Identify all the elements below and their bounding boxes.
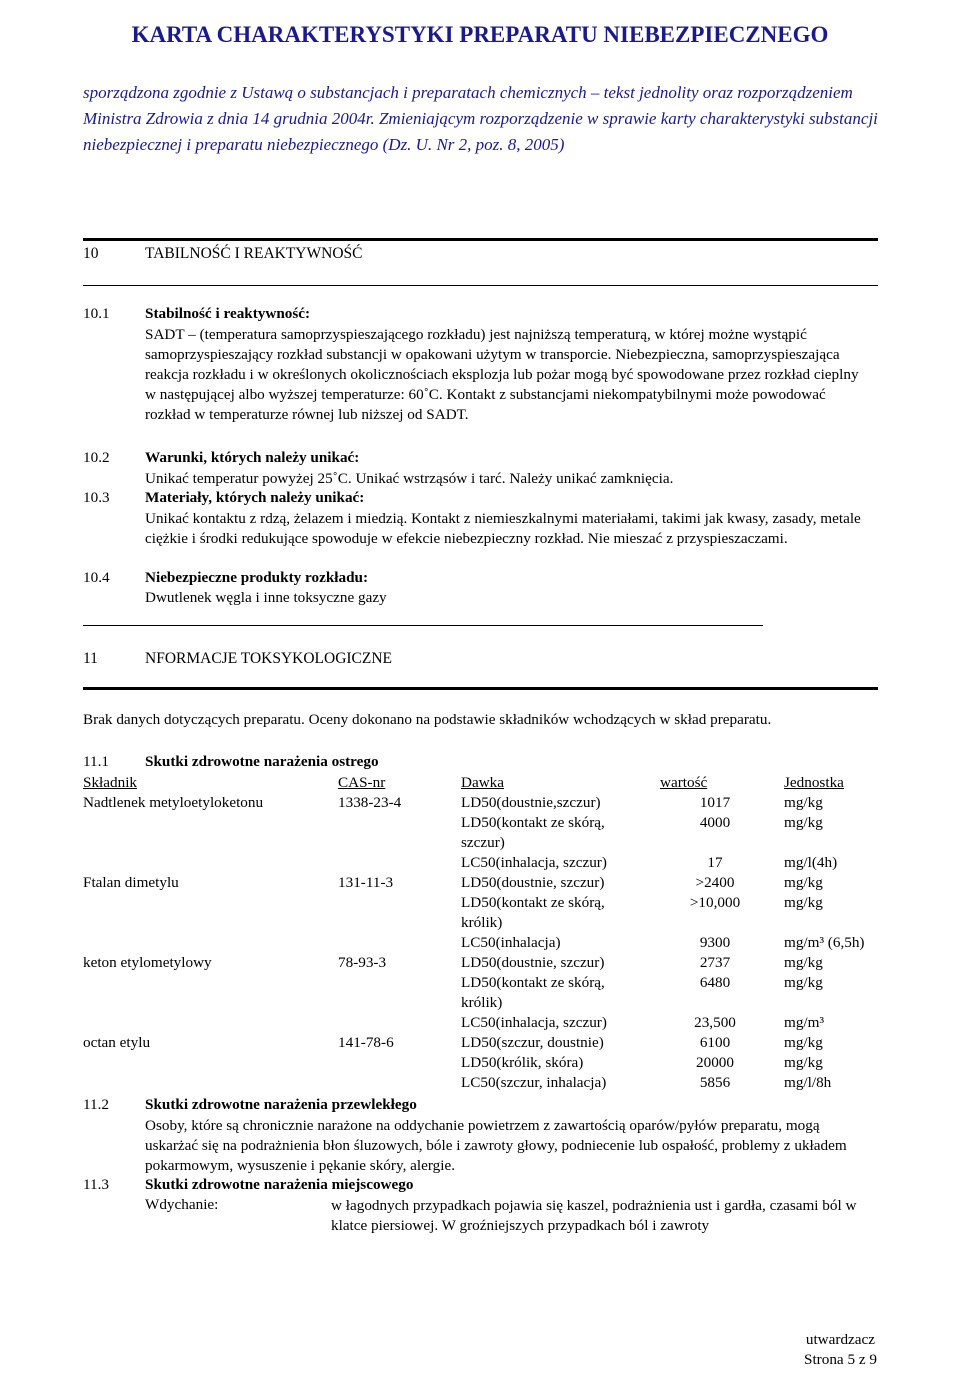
item-10-1-heading: Stabilność i reaktywność: [145,305,311,322]
cell-jednostka: mg/kg [784,794,823,811]
table-row [0,913,960,933]
cell-wartosc: 20000 [696,1054,734,1071]
section-11-number: 11 [83,650,98,667]
cell-wartosc: 6480 [699,974,731,991]
cell-skladnik: keton etylometylowy [83,954,212,971]
item-11-3-label: Wdychanie: [145,1196,219,1213]
item-11-2-number: 11.2 [83,1096,110,1113]
cell-wartosc: 5856 [699,1074,731,1091]
table-row [0,1053,960,1073]
cell-jednostka: mg/kg [784,1034,823,1051]
col-cas: CAS-nr [338,774,386,791]
item-10-1-number: 10.1 [83,305,110,322]
section-rule-top [83,238,878,241]
cell-wartosc: 6100 [699,1034,731,1051]
cell-dawka: LD50(królik, skóra) [461,1054,584,1071]
cell-cas: 78-93-3 [338,954,387,971]
cell-dawka: LD50(doustnie,szczur) [461,794,601,811]
cell-jednostka: mg/kg [784,1054,823,1071]
section-10-title: TABILNOŚĆ I REAKTYWNOŚĆ [145,245,363,262]
table-row [0,1033,960,1053]
cell-jednostka: mg/kg [784,874,823,891]
cell-cas: 1338-23-4 [338,794,402,811]
cell-skladnik: Ftalan dimetylu [83,874,179,891]
cell-jednostka: mg/l(4h) [784,854,838,871]
item-10-3-text: Unikać kontaktu z rdzą, żelazem i miedzią. Kontakt z niemieszkalnymi materiałami, takimi jak kwasy, zasady, metale ciężkie i środki redukujące spowoduje w efekcie niebezpieczny rozkład. Nie mieszać z przyspieszaczami. [145,510,861,547]
cell-dawka: LD50(doustnie, szczur) [461,954,605,971]
item-10-3-heading: Materiały, których należy unikać: [145,489,365,506]
cell-dawka: LD50(kontakt ze skórą, [461,894,605,911]
section-end-rule [83,625,763,626]
item-10-2-text: Unikać temperatur powyżej 25˚C. Unikać wstrząsów i tarć. Należy unikać zamknięcia. [145,470,674,487]
item-10-2-heading: Warunki, których należy unikać: [145,449,360,466]
col-dawka: Dawka [461,774,505,791]
table-row [0,813,960,833]
table-row [0,973,960,993]
cell-cas: 131-11-3 [338,874,394,891]
cell-dawka: szczur) [461,834,505,851]
cell-jednostka: mg/kg [784,974,823,991]
table-row [0,1013,960,1033]
cell-dawka: LD50(kontakt ze skórą, [461,814,605,831]
item-10-4-heading: Niebezpieczne produkty rozkładu: [145,569,369,586]
cell-jednostka: mg/kg [784,954,823,971]
cell-wartosc: 2737 [699,954,731,971]
cell-wartosc: >10,000 [689,894,741,911]
col-jednostka: Jednostka [784,774,844,791]
cell-skladnik: octan etylu [83,1034,151,1051]
cell-dawka: LC50(inhalacja, szczur) [461,1014,607,1031]
section-11-intro: Brak danych dotyczących preparatu. Oceny dokonano na podstawie składników wchodzących w skład preparatu. [83,711,772,728]
document-subtitle: sporządzona zgodnie z Ustawą o substancjach i preparatach chemicznych – tekst jednolity oraz rozporządzeniem Ministra Zdrowia z dnia 14 grudnia 2004r. Zmieniającym rozporządzenie w sprawie karty charakterystyki substancji niebezpiecznej i preparatu niebezpiecznego (Dz. U. Nr 2, poz. 8, 2005) [83,83,878,154]
item-10-1-text: SADT – (temperatura samoprzyspieszającego rozkładu) jest najniższą temperaturą, w której możne wystąpić samoprzyspieszający rozkład substancji w opakowani użytym w transporcie. Niebezpieczna, samoprzyspieszająca reakcja rozkładu i w określonych okolicznościach eksplozja lub pożar mogą być spowodowane przez rozkład cieplny w następującej albo wyższej temperaturze: 60˚C. Kontakt z substancjami niekompatybilnymi może powodować rozkład w temperaturze równej lub niższej od SADT. [145,326,859,423]
cell-cas: 141-78-6 [338,1034,394,1051]
item-10-4-number: 10.4 [83,569,110,586]
footer-company: utwardzacz [805,1331,875,1348]
document-title: KARTA CHARAKTERYSTYKI PREPARATU NIEBEZPIECZNEGO [131,22,829,47]
section-10-number: 10 [83,245,99,262]
cell-dawka: LC50(szczur, inhalacja) [461,1074,607,1091]
cell-dawka: królik) [461,994,503,1011]
item-11-1-heading: Skutki zdrowotne narażenia ostrego [145,753,379,770]
table-row [0,1073,960,1093]
cell-skladnik: Nadtlenek metyloetyloketonu [83,794,264,811]
cell-wartosc: >2400 [695,874,735,891]
item-10-2-number: 10.2 [83,449,110,466]
item-11-2-text: Osoby, które są chronicznie narażone na oddychanie powietrzem z zawartością oparów/pyłów preparatu, mogą uskarżać się na podrażnienia błon śluzowych, bóle i zawroty głowy, podniecenie lub ospałość, problemy z układem pokarmowym, wysuszenie i pękanie skóry, alergie. [145,1117,847,1174]
col-skladnik: Składnik [83,774,138,791]
table-row [0,953,960,973]
table-row [0,893,960,913]
cell-jednostka: mg/l/8h [784,1074,832,1091]
table-header [0,773,960,793]
item-11-3-text: w łagodnych przypadkach pojawia się kaszel, podrażnienia ust i gardła, czasami ból w klatce piersiowej. W groźniejszych przypadkach ból i zawroty [331,1197,857,1234]
footer-page-number: Strona 5 z 9 [804,1351,877,1368]
table-row [0,993,960,1013]
cell-wartosc: 1017 [699,794,731,811]
item-10-3-number: 10.3 [83,489,110,506]
cell-wartosc: 9300 [699,934,731,951]
table-row [0,933,960,953]
cell-jednostka: mg/kg [784,894,823,911]
table-row [0,793,960,813]
section-rule-bottom [83,285,878,286]
item-11-2-heading: Skutki zdrowotne narażenia przewlekłego [145,1096,417,1113]
cell-wartosc: 17 [707,854,723,871]
cell-dawka: LC50(inhalacja) [461,934,561,951]
item-11-1-number: 11.1 [83,753,110,770]
item-10-4-text: Dwutlenek węgla i inne toksyczne gazy [145,589,387,606]
col-wartosc: wartość [660,774,708,791]
section-11-title: NFORMACJE TOKSYKOLOGICZNE [145,650,393,667]
cell-dawka: LD50(kontakt ze skórą, [461,974,605,991]
table-row [0,853,960,873]
cell-wartosc: 4000 [699,814,731,831]
cell-dawka: LD50(doustnie, szczur) [461,874,605,891]
cell-dawka: LD50(szczur, doustnie) [461,1034,604,1051]
cell-jednostka: mg/m³ (6,5h) [784,934,865,951]
cell-wartosc: 23,500 [694,1014,736,1031]
cell-jednostka: mg/m³ [784,1014,824,1031]
table-row [0,833,960,853]
cell-dawka: LC50(inhalacja, szczur) [461,854,607,871]
table-row [0,873,960,893]
item-11-3-heading: Skutki zdrowotne narażenia miejscowego [145,1176,414,1193]
section-11-rule [83,687,878,690]
item-11-3-number: 11.3 [83,1176,110,1193]
cell-dawka: królik) [461,914,503,931]
cell-jednostka: mg/kg [784,814,823,831]
